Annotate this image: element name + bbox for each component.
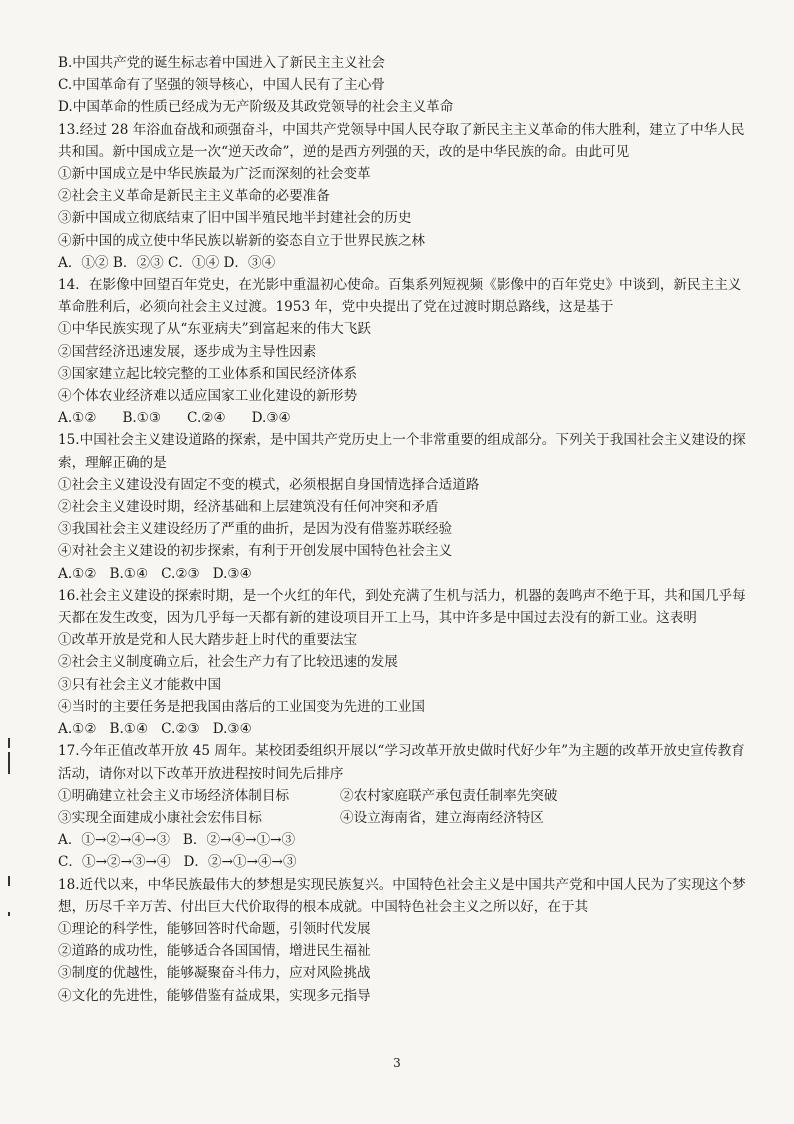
answer-options: A．①→②→④→③ B．②→④→①→③: [58, 832, 296, 849]
statement-item: ④当时的主要任务是把我国由落后的工业国变为先进的工业国: [58, 698, 426, 715]
statement-item: ②社会主义建设时期，经济基础和上层建筑没有任何冲突和矛盾: [58, 499, 439, 516]
scan-mark: [8, 752, 10, 774]
question-15: [58, 429, 748, 584]
statement-row: [58, 807, 748, 829]
answer-options: C．①→②→③→④ D．②→①→④→③: [58, 854, 297, 871]
statement-item: ①中华民族实现了从“东亚病夫”到富起来的伟大飞跃: [58, 321, 371, 338]
statement-item: ②农村家庭联产承包责任制率先突破: [340, 787, 558, 804]
answer-options: A.①② B.①④ C.②③ D.③④: [58, 565, 252, 582]
question-stem: 17.今年正值改革开放 45 周年。某校团委组织开展以“学习改革开放史做时代好少年”为主题的改革开放史宣传教育活动，请你对以下改革开放进程按时间先后排序: [58, 743, 745, 782]
statement-item: ①社会主义建设没有固定不变的模式，必须根据自身国情选择合适道路: [58, 476, 480, 493]
question-17: [58, 740, 748, 873]
statement-item: ③我国社会主义建设经历了严重的曲折，是因为没有借鉴苏联经验: [58, 521, 453, 538]
statement-item: ②社会主义制度确立后，社会生产力有了比较迅速的发展: [58, 654, 398, 671]
statement-item: ①明确建立社会主义市场经济体制目标: [58, 787, 290, 804]
question-12-tail: [58, 52, 748, 119]
question-stem: 14．在影像中回望百年党史，在光影中重温初心使命。百集系列短视频《影像中的百年党史》中谈到，新民主主义革命胜利后，必须向社会主义过渡。1953 年，党中央提出了党在过渡时期总路线，这是基于: [58, 277, 742, 316]
statement-item: ①理论的科学性，能够回答时代命题，引领时代发展: [58, 920, 371, 937]
statement-item: ②社会主义革命是新民主主义革命的必要准备: [58, 188, 330, 205]
scan-mark: [8, 912, 10, 916]
question-stem: 15.中国社会主义建设道路的探索，是中国共产党历史上一个非常重要的组成部分。下列关于我国社会主义建设的探索，理解正确的是: [58, 432, 746, 471]
question-stem: 16.社会主义建设的探索时期，是一个火红的年代，到处充满了生机与活力，机器的轰鸣声不绝于耳，共和国几乎每天都在发生改变，因为几乎每一天都有新的建设项目开工上马，其中许多是中国过去没有的新工业。这表明: [58, 587, 746, 627]
question-18: [58, 874, 748, 1007]
statement-item: ③只有社会主义才能救中国: [58, 676, 222, 693]
statement-item: ①新中国成立是中华民族最为广泛而深刻的社会变革: [58, 166, 371, 183]
scan-mark: [8, 738, 10, 748]
answer-options: A.①② B.①③ C.②④ D.③④: [58, 410, 291, 427]
statement-item: ④文化的先进性，能够借鉴有益成果，实现多元指导: [58, 987, 371, 1004]
answer-options: A．①② B．②③ C．①④ D．③④: [58, 254, 276, 271]
statement-item: ③新中国成立彻底结束了旧中国半殖民地半封建社会的历史: [58, 210, 412, 227]
statement-item: ③制度的优越性，能够凝聚奋斗伟力，应对风险挑战: [58, 965, 371, 982]
statement-item: ③国家建立起比较完整的工业体系和国民经济体系: [58, 365, 358, 382]
statement-item: ④个体农业经济难以适应国家工业化建设的新形势: [58, 388, 358, 405]
question-stem: 18.近代以来，中华民族最伟大的梦想是实现民族复兴。中国特色社会主义是中国共产党和中国人民为了实现这个梦想，历尽千辛万苦、付出巨大代价取得的根本成就。中国特色社会主义之所以好，在于其: [58, 876, 746, 915]
page-number: 3: [393, 1056, 401, 1070]
answer-options: A.①② B.①④ C.②③ D.③④: [58, 721, 252, 738]
question-13: [58, 119, 748, 274]
question-stem: 13.经过 28 年浴血奋战和顽强奋斗，中国共产党领导中国人民夺取了新民主主义革命的伟大胜利，建立了中华人民共和国。新中国成立是一次“逆天改命”，逆的是西方列强的天，改的是中华民族的命。由此可见: [58, 121, 745, 160]
option-d: D.中国革命的性质已经成为无产阶级及其政党领导的社会主义革命: [58, 99, 454, 116]
question-16: [58, 585, 748, 740]
question-14: [58, 274, 748, 429]
statement-item: ③实现全面建成小康社会宏伟目标: [58, 809, 262, 826]
statement-item: ①改革开放是党和人民大踏步赶上时代的重要法宝: [58, 632, 358, 649]
option-b: B.中国共产党的诞生标志着中国进入了新民主主义社会: [58, 55, 385, 71]
statement-item: ④设立海南省，建立海南经济特区: [340, 809, 544, 826]
option-c: C.中国革命有了坚强的领导核心，中国人民有了主心骨: [58, 77, 385, 94]
statement-row: [58, 785, 748, 807]
statement-item: ④对社会主义建设的初步探索，有利于开创发展中国特色社会主义: [58, 543, 453, 560]
statement-item: ②国营经济迅速发展，逐步成为主导性因素: [58, 343, 317, 360]
question-content: [58, 52, 748, 1007]
statement-item: ②道路的成功性，能够适合各国国情，增进民生福祉: [58, 943, 371, 960]
scan-mark: [8, 876, 10, 886]
statement-item: ④新中国的成立使中华民族以崭新的姿态自立于世界民族之林: [58, 232, 426, 249]
